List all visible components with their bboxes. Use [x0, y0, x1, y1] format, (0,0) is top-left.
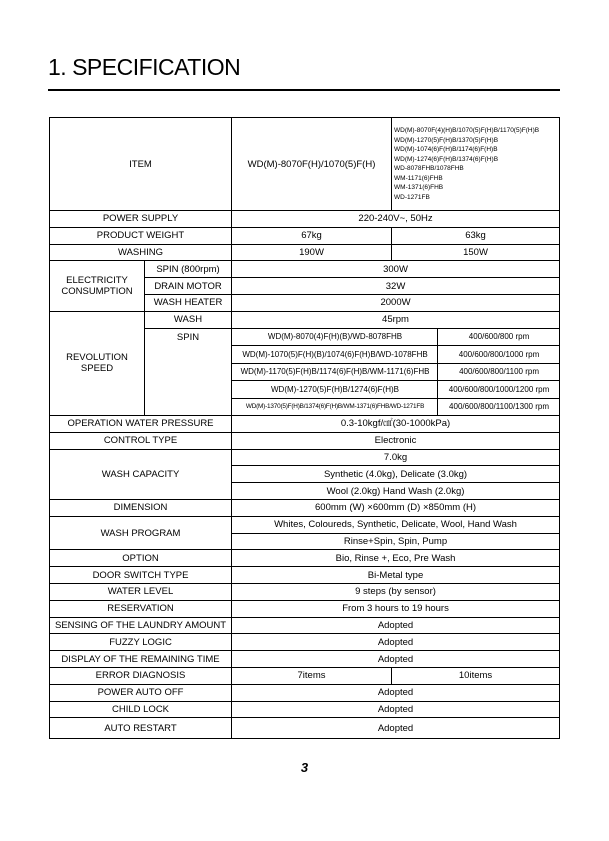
spin-models: WD(M)-1370(5)F(H)B/1374(6)F(H)B/WM-1371(6)FHB/WD-1271FB	[232, 398, 438, 416]
power-supply-value: 220-240V~, 50Hz	[232, 211, 560, 228]
remaining-time-value: Adopted	[232, 651, 560, 668]
wash-capacity-line1: 7.0kg	[232, 449, 560, 466]
fuzzy-logic-row	[50, 634, 560, 651]
option-value: Bio, Rinse +, Eco, Pre Wash	[232, 550, 560, 567]
spin-power-label: SPIN (800rpm)	[145, 261, 232, 278]
error-diagnosis-label: ERROR DIAGNOSIS	[50, 668, 232, 685]
product-weight-row	[50, 227, 560, 244]
water-level-value: 9 steps (by sensor)	[232, 584, 560, 601]
wash-capacity-row	[50, 449, 560, 466]
sensing-row	[50, 617, 560, 634]
revolution-label-line2: SPEED	[80, 363, 114, 375]
washing-b: 150W	[392, 244, 560, 261]
spin-rpm-value: 400/600/800/1100/1300 rpm	[438, 398, 560, 416]
washing-row	[50, 244, 560, 261]
model-line: WD-8078FHB/1078FHB	[394, 165, 464, 172]
wash-program-label: WASH PROGRAM	[50, 516, 232, 550]
door-switch-label: DOOR SWITCH TYPE	[50, 567, 232, 584]
washing-a: 190W	[232, 244, 392, 261]
control-type-value: Electronic	[232, 432, 560, 449]
wash-heater-value: 2000W	[232, 294, 560, 311]
model-line: WM-1171(6)FHB	[394, 174, 443, 182]
drain-motor-label: DRAIN MOTOR	[145, 278, 232, 295]
drain-motor-value: 32W	[232, 278, 560, 295]
power-auto-off-value: Adopted	[232, 684, 560, 701]
electricity-consumption-label	[50, 261, 145, 311]
water-pressure-label: OPERATION WATER PRESSURE	[50, 416, 232, 433]
page-title: 1. SPECIFICATION	[48, 54, 241, 80]
power-supply-row	[50, 211, 560, 228]
reservation-row	[50, 600, 560, 617]
spin-power-row	[50, 261, 560, 278]
reservation-label: RESERVATION	[50, 600, 232, 617]
error-diagnosis-a: 7items	[232, 668, 392, 685]
electricity-label-line1: ELECTRICITY	[66, 275, 128, 287]
wash-program-row	[50, 516, 560, 533]
sensing-value: Adopted	[232, 617, 560, 634]
spin-models: WD(M)-1270(5)F(H)B/1274(6)F(H)B	[232, 381, 438, 399]
control-type-label: CONTROL TYPE	[50, 432, 232, 449]
control-type-row	[50, 432, 560, 449]
specification-table	[49, 117, 560, 739]
remaining-time-row	[50, 651, 560, 668]
child-lock-value: Adopted	[232, 701, 560, 718]
door-switch-value: Bi-Metal type	[232, 567, 560, 584]
wash-capacity-line3: Wool (2.0kg) Hand Wash (2.0kg)	[232, 483, 560, 500]
spin-rpm-value: 400/600/800/1100 rpm	[438, 363, 560, 381]
water-level-label: WATER LEVEL	[50, 584, 232, 601]
title-underline	[48, 89, 560, 91]
wash-heater-label: WASH HEATER	[145, 294, 232, 311]
water-pressure-value: 0.3-10kgf/㎠(30-1000kPa)	[232, 416, 560, 433]
child-lock-label: CHILD LOCK	[50, 701, 232, 718]
option-row	[50, 550, 560, 567]
error-diagnosis-b: 10items	[392, 668, 560, 685]
model-line: WM-1371(6)FHB	[394, 184, 444, 191]
auto-restart-label: AUTO RESTART	[50, 718, 232, 739]
power-auto-off-label: POWER AUTO OFF	[50, 684, 232, 701]
auto-restart-row	[50, 718, 560, 739]
spin-rpm-value: 400/600/800/1000/1200 rpm	[438, 381, 560, 399]
water-level-row	[50, 584, 560, 601]
power-supply-label: POWER SUPPLY	[50, 211, 232, 228]
wash-rpm-value: 45rpm	[232, 311, 560, 328]
dimension-row	[50, 500, 560, 517]
option-label: OPTION	[50, 550, 232, 567]
child-lock-row	[50, 701, 560, 718]
model-line: WD(M)-1074(6)F(H)B/1174(6)F(H)B	[394, 146, 498, 153]
spin-power-value: 300W	[232, 261, 560, 278]
wash-rpm-label: WASH	[145, 311, 232, 328]
spin-models: WD(M)-1070(5)F(H)(B)/1074(6)F(H)B/WD-1078FHB	[232, 346, 438, 364]
product-weight-a: 67kg	[232, 227, 392, 244]
dimension-label: DIMENSION	[50, 500, 232, 517]
model-line: WD(M)-8070F(4)(H)B/1070(5)F(H)B/1170(5)F(H)B	[394, 127, 540, 134]
revolution-speed-label	[50, 311, 145, 415]
error-diagnosis-row	[50, 668, 560, 685]
model-line: WD(M)-1274(6)F(H)B/1374(6)F(H)B	[394, 155, 499, 163]
fuzzy-logic-value: Adopted	[232, 634, 560, 651]
reservation-value: From 3 hours to 19 hours	[232, 600, 560, 617]
door-switch-row	[50, 567, 560, 584]
item-label: ITEM	[50, 118, 232, 211]
fuzzy-logic-label: FUZZY LOGIC	[50, 634, 232, 651]
spin-models: WD(M)-1170(5)F(H)B/1174(6)F(H)B/WM-1171(6)FHB	[232, 363, 438, 381]
wash-capacity-label: WASH CAPACITY	[50, 449, 232, 499]
model-line: WD(M)-1270(5)F(H)B/1370(5)F(H)B	[394, 136, 499, 144]
model-group-b	[392, 118, 560, 211]
power-auto-off-row	[50, 684, 560, 701]
product-weight-b: 63kg	[392, 227, 560, 244]
dimension-value: 600mm (W) ×600mm (D) ×850mm (H)	[232, 500, 560, 517]
washing-label: WASHING	[50, 244, 232, 261]
wash-capacity-line2: Synthetic (4.0kg), Delicate (3.0kg)	[232, 466, 560, 483]
sensing-label: SENSING OF THE LAUNDRY AMOUNT	[50, 617, 232, 634]
remaining-time-label: DISPLAY OF THE REMAINING TIME	[50, 651, 232, 668]
spin-rpm-value: 400/600/800/1000 rpm	[438, 346, 560, 364]
item-row	[50, 118, 560, 211]
model-line: WD-1271FB	[394, 193, 430, 201]
auto-restart-value: Adopted	[232, 718, 560, 739]
wash-program-line2: Rinse+Spin, Spin, Pump	[232, 533, 560, 550]
spin-models: WD(M)-8070(4)F(H)(B)/WD-8078FHB	[232, 328, 438, 346]
page-number: 3	[300, 760, 309, 775]
product-weight-label: PRODUCT WEIGHT	[50, 227, 232, 244]
spin-rpm-label: SPIN	[145, 328, 232, 416]
wash-program-line1: Whites, Coloureds, Synthetic, Delicate, Wool, Hand Wash	[232, 516, 560, 533]
water-pressure-row	[50, 416, 560, 433]
model-group-a: WD(M)-8070F(H)/1070(5)F(H)	[232, 118, 392, 211]
wash-rpm-row	[50, 311, 560, 328]
spin-rpm-value: 400/600/800 rpm	[438, 328, 560, 346]
electricity-label-line2: CONSUMPTION	[61, 286, 133, 298]
revolution-label-line1: REVOLUTION	[66, 352, 128, 364]
